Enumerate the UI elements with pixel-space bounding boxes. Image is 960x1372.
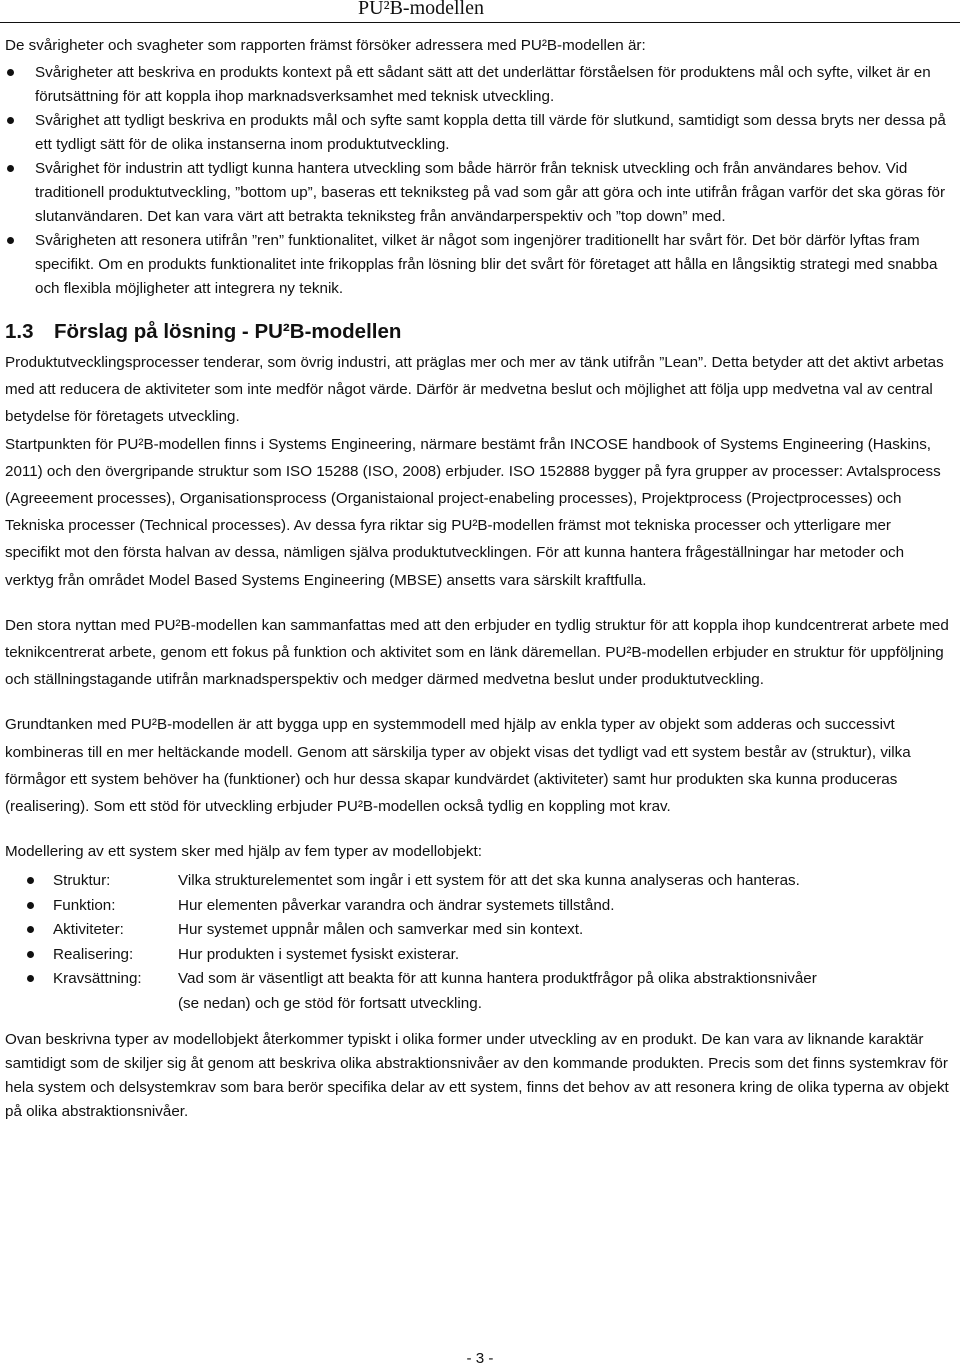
section-number: 1.3 bbox=[5, 320, 34, 343]
list-item-text: Svårigheten att resonera utifrån ”ren” funktionalitet, vilket är något som ingenjörer traditionellt har svårt för. Det bör därför lyftas fram specifikt. Om en produkts funktionalitet inte frikopplas från lösning blir det svårt för företaget att hålla en långsiktig strategi med snabba och flexibla möjligheter att integrera ny teknik. bbox=[35, 232, 938, 297]
list-item-text: Svårigheter att beskriva en produkts kontext på ett sådant sätt att det underlättar förståelsen för produktens mål och syfte, vilket är en förutsättning för att koppla ihop marknadsverksamhet med teknisk utveckling. bbox=[35, 64, 931, 105]
paragraph-spacer bbox=[5, 820, 950, 838]
intro-paragraph: De svårigheter och svagheter som rapporten främst försöker adressera med PU²B-modellen är: bbox=[5, 37, 646, 54]
model-term: Kravsättning: bbox=[53, 970, 142, 988]
body-paragraph: Produktutvecklingsprocesser tenderar, som övrig industri, att präglas mer och mer av tänk utifrån ”Lean”. Detta betyder att det aktivt arbetas med att reducera de aktiviteter som inte medför något värde. Därför är medvetna beslut och möjlighet att följa upp medvetna val av central betydelse för företagets utveckling. bbox=[5, 354, 944, 426]
list-item bbox=[5, 109, 950, 157]
model-term: Realisering: bbox=[53, 945, 134, 963]
bullet-icon bbox=[27, 975, 34, 982]
bullet-icon bbox=[7, 237, 14, 244]
model-term: Funktion: bbox=[53, 896, 116, 914]
paragraph-spacer bbox=[5, 693, 950, 711]
list-item bbox=[5, 894, 950, 919]
list-item bbox=[5, 61, 950, 109]
bullet-icon bbox=[27, 951, 34, 958]
bullet-icon bbox=[27, 902, 34, 909]
model-object-list bbox=[5, 869, 950, 1016]
list-item bbox=[5, 229, 950, 301]
model-description: Vad som är väsentligt att beakta för att kunna hantera produktfrågor på olika abstraktionsnivåer (se nedan) och ge stöd för fortsatt utveckling. bbox=[178, 970, 817, 1012]
section-title: Förslag på lösning - PU²B-modellen bbox=[54, 320, 402, 343]
body-paragraph: Startpunkten för PU²B-modellen finns i Systems Engineering, närmare bestämt från INCOSE handbook of Systems Engineering (Haskins, 2011) och den övergripande struktur som ISO 15288 (ISO, 2008) erbjuder. ISO 152888 bygger på fyra grupper av processer: Avtalsprocess (Agreeement processes), Organisationsprocess (Organistaional project-enabeling processes), Projektprocess (Projectprocesses) och Tekniska processer (Technical processes). Av dessa fyra riktar sig PU²B-modellen främst mot tekniska processer och ytterligare mer specifikt mot den första halvan av dessa, nämligen själva produktutvecklingen. För att kunna hantera frågeställningar har metoder och verktyg från området Model Based Systems Engineering (MBSE) ansetts vara särskilt kraftfulla. bbox=[5, 435, 941, 589]
closing-paragraph: Ovan beskrivna typer av modellobjekt återkommer typiskt i olika former under utveckling av en produkt. De kan vara av liknande karaktär samtidigt som de skiljer sig åt genom att beskriva olika abstraktionsnivåer av den kommande produkten. Precis som det finns systemkrav för hela system och delsystemkrav som bara berör specifika delar av ett system, finns det behov av att resonera kring de olika typerna av objekt på olika abstraktionsnivåer. bbox=[5, 1031, 949, 1121]
list-item-text: Svårighet att tydligt beskriva en produkts mål och syfte samt koppla detta till värde för slutkund, samtidigt som dessa bryts ner dessa på ett tydligt sätt för de olika instanserna inom produktutveckling. bbox=[35, 112, 946, 153]
list-item-text: Svårighet för industrin att tydligt kunna hantera utveckling som både härrör från teknisk utveckling och från användares behov. Vid traditionell produktutveckling, ”bottom up”, baseras ett tekniksteg på vad som går att göra och inte utifrån frågan varför det ska göras för slutanvändaren. Det kan vara värt att betrakta tekniksteg från användarperspektiv och ”top down” med. bbox=[35, 160, 946, 225]
page-number: - 3 - bbox=[466, 1350, 494, 1367]
model-description: Hur produkten i systemet fysiskt existerar. bbox=[178, 945, 460, 963]
page-header bbox=[0, 0, 960, 23]
list-item bbox=[5, 967, 950, 1016]
difficulties-list bbox=[5, 61, 950, 301]
model-description: Hur elementen påverkar varandra och ändrar systemets tillstånd. bbox=[178, 896, 615, 914]
list-item bbox=[5, 869, 950, 894]
bullet-icon bbox=[7, 165, 14, 172]
paragraph-spacer bbox=[5, 1016, 950, 1028]
paragraph-spacer bbox=[5, 594, 950, 612]
body-paragraph: Den stora nyttan med PU²B-modellen kan sammanfattas med att den erbjuder en tydlig struktur för att koppla ihop kundcentrerat arbete med teknikcentrerat arbete, genom ett fokus på funktion och aktivitet som en länk däremellan. PU²B-modellen erbjuder en struktur för uppföljning och ställningstagande utifrån marknadsperspektiv och medger därmed medvetna beslut under produktutveckling. bbox=[5, 616, 949, 689]
model-term: Struktur: bbox=[53, 872, 111, 890]
list-item bbox=[5, 157, 950, 229]
bullet-icon bbox=[7, 117, 14, 124]
models-intro: Modellering av ett system sker med hjälp av fem typer av modellobjekt: bbox=[5, 843, 482, 861]
model-term: Aktiviteter: bbox=[53, 921, 124, 939]
model-description: Vilka strukturelementet som ingår i ett system för att det ska kunna analyseras och hanteras. bbox=[178, 872, 800, 890]
section-heading bbox=[5, 317, 950, 347]
list-item bbox=[5, 918, 950, 943]
page-content bbox=[5, 34, 950, 1124]
list-item bbox=[5, 943, 950, 968]
bullet-icon bbox=[27, 926, 34, 933]
body-paragraph: Grundtanken med PU²B-modellen är att bygga upp en systemmodell med hjälp av enkla typer av objekt som adderas och successivt kombineras till en mer heltäckande modell. Genom att särskilja typer av objekt visas det tydligt vad ett system består av (struktur), vilka förmågor ett system behöver ha (funktioner) och hur dessa skapar kundvärdet (aktiviteter) samt hur produkten ska kunna produceras (realisering). Som ett stöd för utveckling erbjuder PU²B-modellen också tydlig en koppling mot krav. bbox=[5, 716, 911, 816]
header-title: PU²B-modellen bbox=[358, 0, 484, 19]
model-description: Hur systemet uppnår målen och samverkar med sin kontext. bbox=[178, 921, 584, 939]
bullet-icon bbox=[27, 877, 34, 884]
bullet-icon bbox=[7, 69, 14, 76]
